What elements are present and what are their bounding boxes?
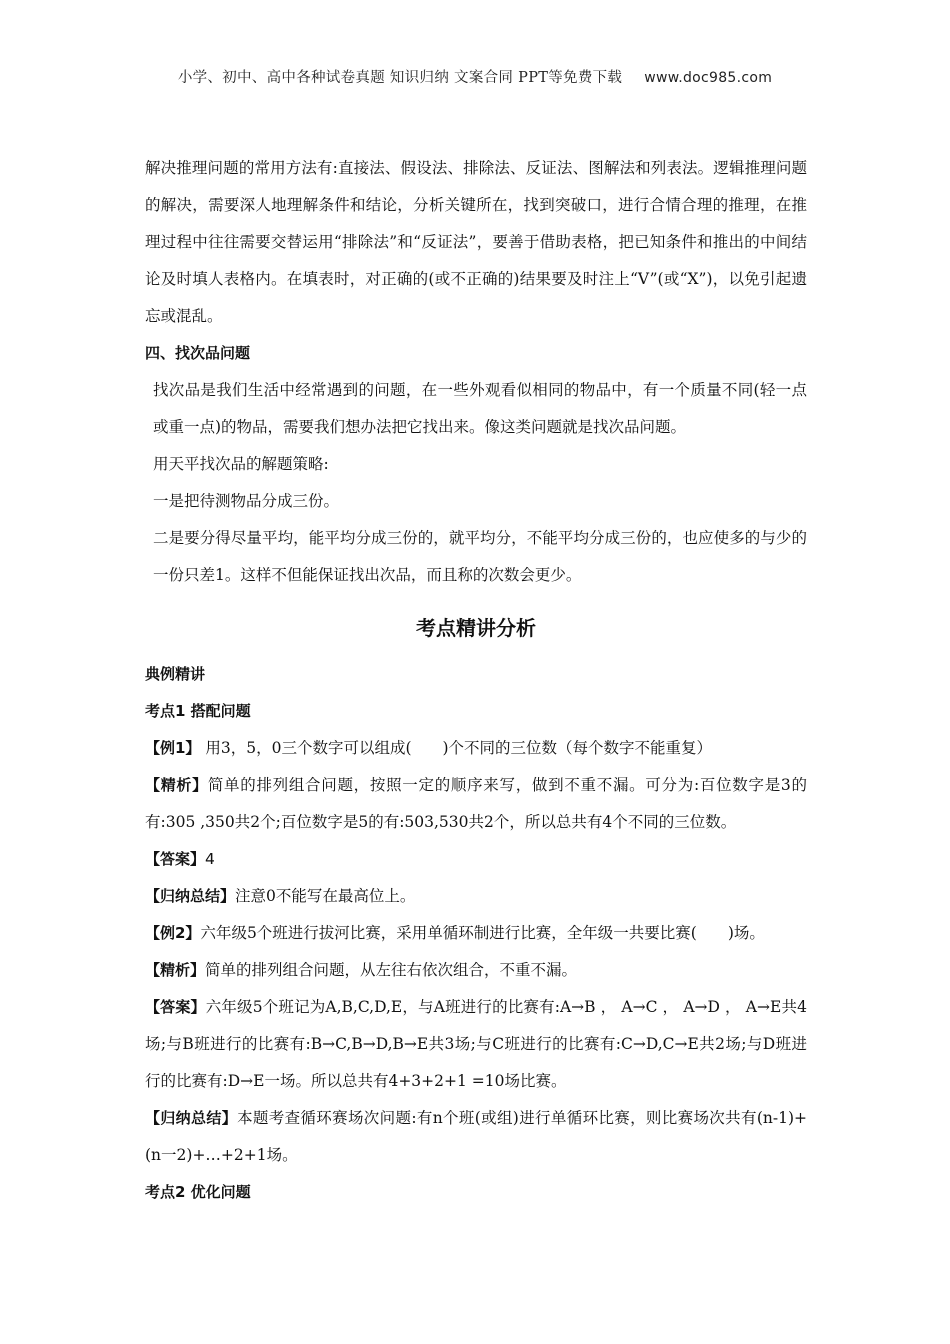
example-2-tag: 【例2】 xyxy=(145,924,201,942)
example-2-analysis xyxy=(145,952,807,989)
strategy-step-1: 一是把待测物品分成三份。 xyxy=(153,492,340,510)
example-1-summary xyxy=(145,878,807,915)
analysis-title: 考点精讲分析 xyxy=(416,616,536,640)
summary-text: 本题考查循环赛场次问题:有n个班(或组)进行单循环比赛，则比赛场次共有(n-1)+(n一2)+…+2+1场。 xyxy=(145,1109,807,1164)
example-1-answer xyxy=(145,841,807,878)
example-1-tag: 【例1】 xyxy=(145,739,201,757)
topic-1-heading: 考点1 搭配问题 xyxy=(145,702,251,720)
examples-subheading: 典例精讲 xyxy=(145,665,206,683)
answer-tag: 【答案】 xyxy=(145,850,206,868)
analysis-tag: 【精析】 xyxy=(145,961,206,979)
summary-text: 注意0不能写在最高位上。 xyxy=(235,887,416,905)
defective-intro: 找次品是我们生活中经常遇到的问题，在一些外观看似相同的物品中，有一个质量不同(轻一点或重一点)的物品，需要我们想办法把它找出来。像这类问题就是找次品问题。 xyxy=(153,381,807,436)
reasoning-paragraph: 解决推理问题的常用方法有:直接法、假设法、排除法、反证法、图解法和列表法。逻辑推理问题的解决，需要深人地理解条件和结论，分析关键所在，找到突破口，进行合情合理的推理，在推理过程中往往需要交替运用“排除法”和“反证法”，要善于借助表格，把已知条件和推出的中间结论及时填人表格内。在填表时，对正确的(或不正确的)结果要及时注上“V”(或“X”)，以免引起遗忘或混乱。 xyxy=(145,159,807,325)
strategy-step-2: 二是要分得尽量平均，能平均分成三份的，就平均分，不能平均分成三份的，也应使多的与少的一份只差1。这样不但能保证找出次品，而且称的次数会更少。 xyxy=(153,529,807,584)
summary-tag: 【归纳总结】 xyxy=(145,887,236,905)
page-header xyxy=(0,66,950,87)
page-content xyxy=(145,150,807,1211)
section-heading-4: 四、找次品问题 xyxy=(145,344,251,362)
answer-text: 4 xyxy=(205,850,215,868)
example-2-summary xyxy=(145,1100,807,1174)
example-2-text: 六年级5个班进行拔河比赛，采用单循环制进行比赛，全年级一共要比赛( )场。 xyxy=(200,924,765,942)
topic-2-heading: 考点2 优化问题 xyxy=(145,1183,251,1201)
balance-strategy: 用天平找次品的解题策略: xyxy=(153,455,329,473)
summary-tag: 【归纳总结】 xyxy=(145,1109,238,1127)
header-text: 小学、初中、高中各种试卷真题 知识归纳 文案合同 PPT等免费下载 xyxy=(177,70,623,86)
example-2 xyxy=(145,915,807,952)
header-site: www.doc985.com xyxy=(644,70,773,86)
example-1-text: 用3，5，0三个数字可以组成( )个不同的三位数（每个数字不能重复） xyxy=(200,739,713,757)
answer-tag: 【答案】 xyxy=(145,998,206,1016)
example-1-analysis xyxy=(145,767,807,841)
example-2-answer xyxy=(145,989,807,1100)
analysis-text: 简单的排列组合问题，从左往右依次组合，不重不漏。 xyxy=(205,961,578,979)
example-1 xyxy=(145,730,807,767)
analysis-tag: 【精析】 xyxy=(145,776,208,794)
analysis-text: 简单的排列组合问题，按照一定的顺序来写，做到不重不漏。可分为:百位数字是3的有:305 ,350共2个;百位数字是5的有:503,530共2个，所以总共有4个不同的三位数。 xyxy=(145,776,807,831)
answer-text: 六年级5个班记为A,B,C,D,E，与A班进行的比赛有:A→B ， A→C ， A→D ， A→E共4场;与B班进行的比赛有:B→C,B→D,B→E共3场;与C班进行的比赛有:C→D,C→E共2场;与D班进行的比赛有:D→E一场。所以总共有4+3+2+1 =10场比赛。 xyxy=(145,998,807,1090)
